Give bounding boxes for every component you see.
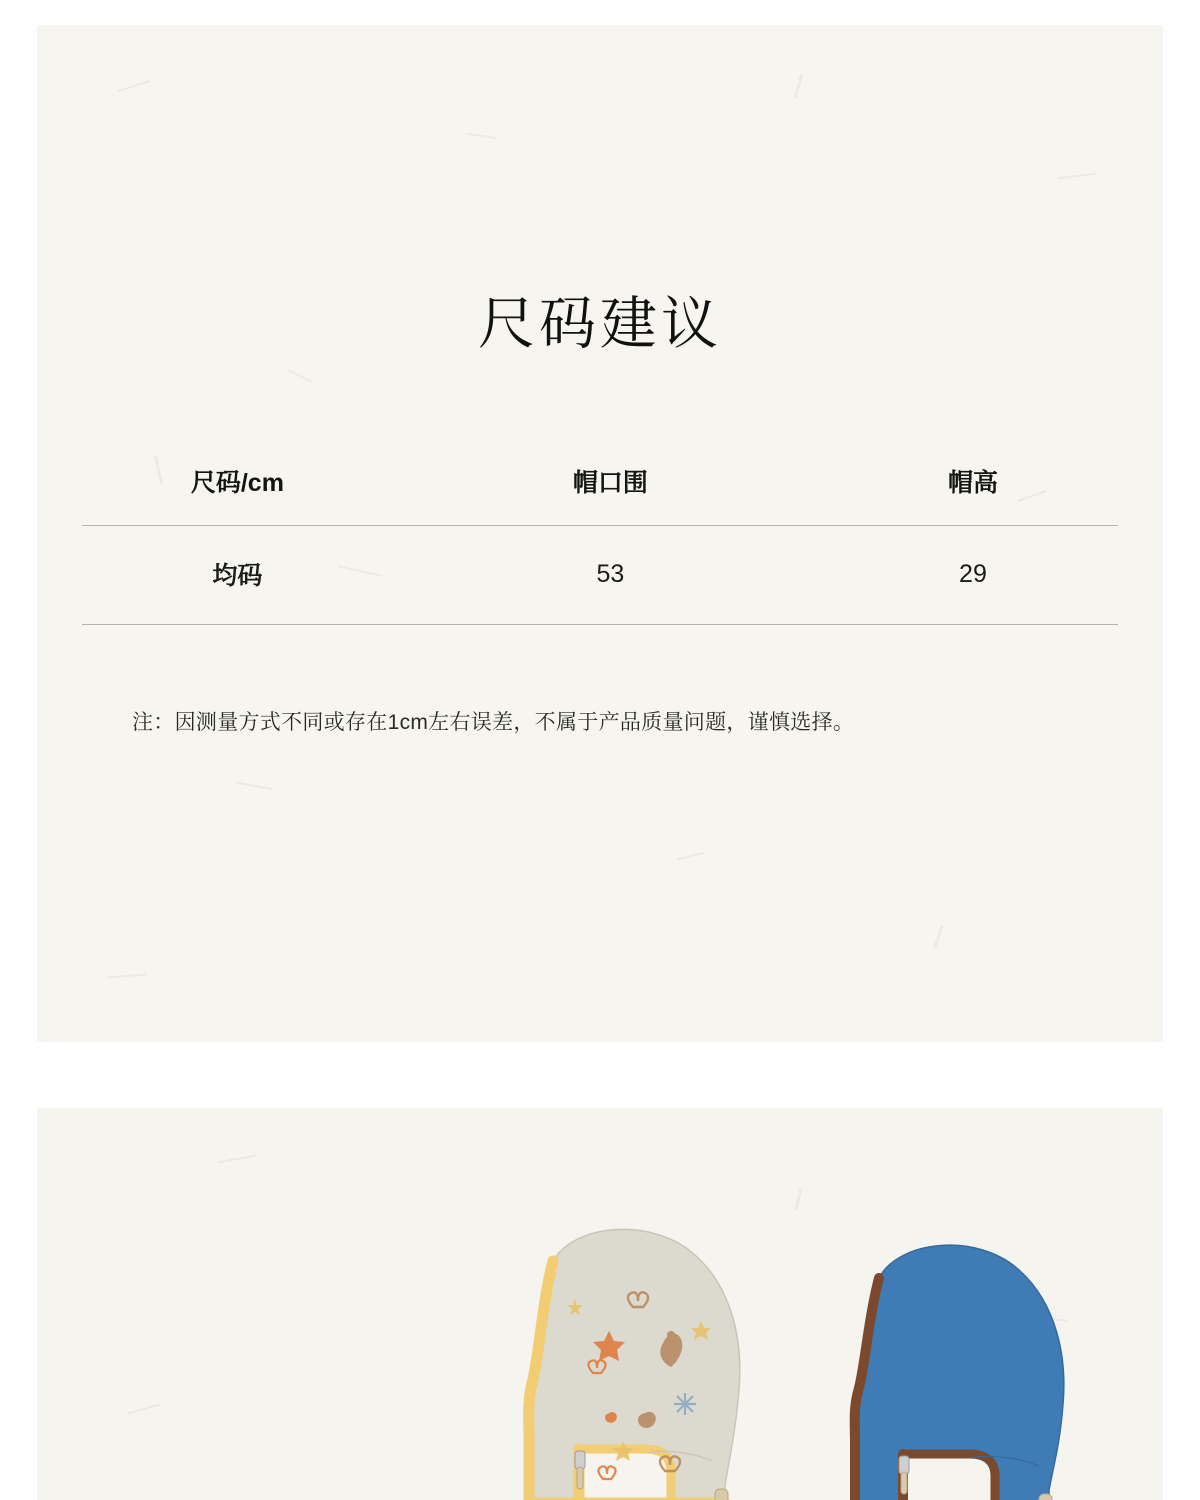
page-title: 尺码建议 — [478, 292, 722, 357]
cell-size: 均码 — [212, 562, 263, 590]
column-header-size: 尺码/cm — [190, 469, 284, 497]
cell-opening: 53 — [596, 559, 625, 588]
paper-fiber-decoration — [1057, 173, 1097, 180]
column-header-opening: 帽口围 — [572, 469, 648, 497]
column-header-height: 帽高 — [947, 469, 998, 497]
paper-fiber-decoration — [217, 1155, 257, 1164]
paper-fiber-decoration — [127, 1403, 160, 1414]
paper-fiber-decoration — [107, 973, 147, 978]
paper-fiber-decoration — [118, 80, 151, 92]
zipper-pull — [899, 1456, 909, 1494]
size-table — [82, 445, 1118, 625]
product-image-blue-balaclava — [827, 1218, 1092, 1500]
paper-fiber-decoration — [467, 133, 497, 139]
cord-toggle — [715, 1489, 728, 1500]
table-header-row — [82, 445, 1118, 526]
paper-fiber-decoration — [793, 73, 803, 99]
paper-fiber-decoration — [288, 370, 312, 383]
cord-toggle — [1039, 1494, 1052, 1500]
paper-fiber-decoration — [237, 782, 273, 790]
paper-fiber-decoration — [677, 852, 705, 861]
measurement-note: 注：因测量方式不同或存在1cm左右误差，不属于产品质量问题，谨慎选择。 — [132, 711, 855, 734]
zipper-pull — [575, 1451, 585, 1489]
product-photo-panel — [37, 1108, 1163, 1500]
table-row — [82, 526, 1118, 625]
size-guide-panel — [37, 25, 1163, 1042]
cell-height: 29 — [959, 559, 987, 588]
paper-fiber-decoration — [794, 1188, 802, 1210]
paper-fiber-decoration — [933, 925, 943, 949]
product-image-oatmeal-balaclava — [457, 1203, 767, 1500]
